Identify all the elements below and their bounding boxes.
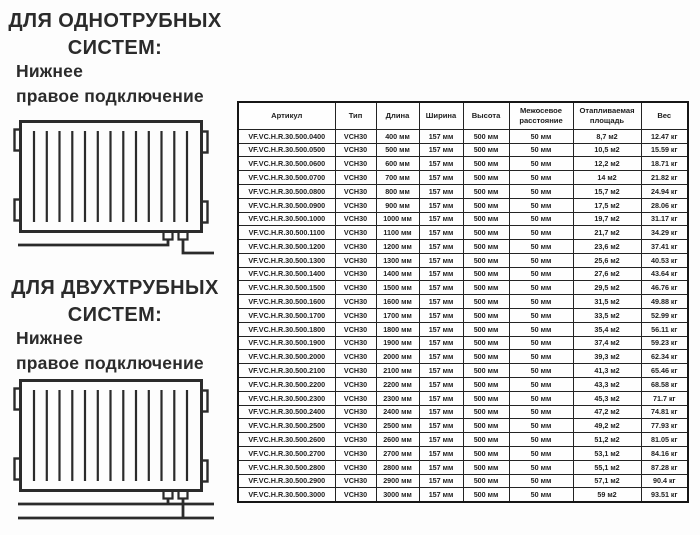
table-cell: 157 мм [419,184,463,198]
table-cell: 157 мм [419,240,463,254]
table-cell: 12.47 кг [641,129,688,143]
table-cell: VF.VC.H.R.30.500.2600 [238,433,335,447]
column-header-weight: Вес [641,102,688,129]
table-cell: 52.99 кг [641,309,688,323]
table-cell: VF.VC.H.R.30.500.1800 [238,322,335,336]
table-row [238,143,688,157]
table-cell: 500 мм [463,405,509,419]
table-cell: 50 мм [509,184,573,198]
table-cell: VCH30 [335,157,376,171]
table-cell: 50 мм [509,419,573,433]
table-cell: 157 мм [419,474,463,488]
table-cell: 1700 мм [376,309,419,323]
table-cell: 700 мм [376,171,419,185]
table-cell: 1200 мм [376,240,419,254]
table-cell: VCH30 [335,240,376,254]
table-cell: 500 мм [463,460,509,474]
table-row [238,212,688,226]
table-cell: 17,5 м2 [573,198,641,212]
table-cell: 500 мм [463,281,509,295]
table-cell: 50 мм [509,253,573,267]
table-cell: 400 мм [376,129,419,143]
table-cell: VCH30 [335,212,376,226]
table-cell: 27,6 м2 [573,267,641,281]
table-row [238,350,688,364]
table-cell: 1800 мм [376,322,419,336]
radiator-diagram-single-pipe-icon [10,110,222,260]
table-cell: VF.VC.H.R.30.500.2300 [238,391,335,405]
table-cell: 500 мм [463,350,509,364]
table-cell: VF.VC.H.R.30.500.3000 [238,488,335,502]
table-cell: VF.VC.H.R.30.500.1500 [238,281,335,295]
connection-subtitle-line1: Нижнее [16,61,84,81]
table-cell: VCH30 [335,488,376,502]
table-cell: 50 мм [509,198,573,212]
table-cell: VF.VC.H.R.30.500.1000 [238,212,335,226]
table-row [238,198,688,212]
table-row [238,309,688,323]
table-cell: 14 м2 [573,171,641,185]
table-cell: 157 мм [419,433,463,447]
table-cell: VF.VC.H.R.30.500.0900 [238,198,335,212]
spec-table-head [238,102,688,129]
table-cell: 500 мм [376,143,419,157]
table-row [238,281,688,295]
table-cell: 24.94 кг [641,184,688,198]
table-row [238,405,688,419]
section-title-two-pipe [6,275,224,329]
table-cell: 50 мм [509,433,573,447]
table-cell: 2900 мм [376,474,419,488]
table-cell: 157 мм [419,391,463,405]
table-cell: VF.VC.H.R.30.500.0500 [238,143,335,157]
table-cell: 157 мм [419,322,463,336]
table-cell: 157 мм [419,460,463,474]
column-header-axis-distance: Межосевое расстояние [509,102,573,129]
table-cell: 157 мм [419,488,463,502]
table-cell: VCH30 [335,433,376,447]
table-cell: 157 мм [419,157,463,171]
table-cell: 65.46 кг [641,364,688,378]
table-cell: 28.06 кг [641,198,688,212]
table-cell: 157 мм [419,143,463,157]
table-cell: VF.VC.H.R.30.500.2900 [238,474,335,488]
table-cell: 1500 мм [376,281,419,295]
table-cell: 41,3 м2 [573,364,641,378]
radiator-diagram-two-pipe-icon [10,371,222,527]
table-cell: 50 мм [509,460,573,474]
table-cell: 21.82 кг [641,171,688,185]
column-header-height: Высота [463,102,509,129]
table-row [238,240,688,254]
table-cell: 46.76 кг [641,281,688,295]
table-cell: 157 мм [419,212,463,226]
column-header-article: Артикул [238,102,335,129]
table-cell: 59.23 кг [641,336,688,350]
table-cell: 3000 мм [376,488,419,502]
table-cell: 2100 мм [376,364,419,378]
table-cell: 31.17 кг [641,212,688,226]
table-cell: 500 мм [463,198,509,212]
table-cell: 800 мм [376,184,419,198]
table-cell: VF.VC.H.R.30.500.0700 [238,171,335,185]
table-cell: 900 мм [376,198,419,212]
spec-table-container [237,101,689,503]
table-cell: VCH30 [335,198,376,212]
table-cell: 500 мм [463,447,509,461]
table-cell: 157 мм [419,419,463,433]
table-row [238,433,688,447]
table-cell: VCH30 [335,419,376,433]
table-row [238,391,688,405]
table-cell: VF.VC.H.R.30.500.2400 [238,405,335,419]
connection-subtitle-line1: Нижнее [16,328,84,348]
table-cell: VF.VC.H.R.30.500.1400 [238,267,335,281]
table-cell: VF.VC.H.R.30.500.2500 [238,419,335,433]
table-cell: 39,3 м2 [573,350,641,364]
table-cell: 500 мм [463,171,509,185]
table-cell: 500 мм [463,391,509,405]
table-cell: VF.VC.H.R.30.500.2100 [238,364,335,378]
table-cell: 500 мм [463,240,509,254]
table-cell: 500 мм [463,309,509,323]
table-cell: 43.64 кг [641,267,688,281]
table-cell: 50 мм [509,281,573,295]
table-cell: VCH30 [335,336,376,350]
table-cell: VF.VC.H.R.30.500.1900 [238,336,335,350]
table-row [238,419,688,433]
table-row [238,460,688,474]
table-cell: 8,7 м2 [573,129,641,143]
table-cell: 500 мм [463,433,509,447]
table-cell: 84.16 кг [641,447,688,461]
table-cell: 50 мм [509,143,573,157]
table-cell: 31,5 м2 [573,295,641,309]
table-cell: 12,2 м2 [573,157,641,171]
table-cell: 1100 мм [376,226,419,240]
table-cell: 15.59 кг [641,143,688,157]
table-cell: VCH30 [335,184,376,198]
table-cell: 500 мм [463,226,509,240]
section-title-one-pipe [6,8,224,62]
table-cell: 157 мм [419,253,463,267]
table-cell: VCH30 [335,447,376,461]
table-cell: 500 мм [463,419,509,433]
table-row [238,157,688,171]
table-row [238,171,688,185]
table-cell: 68.58 кг [641,378,688,392]
table-cell: 43,3 м2 [573,378,641,392]
table-cell: 50 мм [509,336,573,350]
table-cell: 50 мм [509,447,573,461]
table-cell: VF.VC.H.R.30.500.1600 [238,295,335,309]
table-cell: 34.29 кг [641,226,688,240]
table-cell: VCH30 [335,405,376,419]
table-cell: VF.VC.H.R.30.500.0400 [238,129,335,143]
table-cell: 50 мм [509,157,573,171]
table-cell: 56.11 кг [641,322,688,336]
table-cell: VF.VC.H.R.30.500.2000 [238,350,335,364]
table-cell: 157 мм [419,447,463,461]
table-cell: 500 мм [463,295,509,309]
table-cell: VF.VC.H.R.30.500.1300 [238,253,335,267]
connection-subtitle-one-pipe [16,59,204,109]
table-cell: 57,1 м2 [573,474,641,488]
table-cell: 500 мм [463,212,509,226]
table-cell: 29,5 м2 [573,281,641,295]
table-cell: 50 мм [509,474,573,488]
table-cell: 37.41 кг [641,240,688,254]
table-cell: 157 мм [419,309,463,323]
table-cell: 500 мм [463,322,509,336]
table-cell: 50 мм [509,488,573,502]
table-cell: VF.VC.H.R.30.500.0800 [238,184,335,198]
table-cell: 50 мм [509,212,573,226]
table-cell: 74.81 кг [641,405,688,419]
table-cell: VCH30 [335,143,376,157]
table-cell: VF.VC.H.R.30.500.2200 [238,378,335,392]
table-row [238,488,688,502]
table-cell: 93.51 кг [641,488,688,502]
table-cell: VF.VC.H.R.30.500.0600 [238,157,335,171]
table-cell: 157 мм [419,336,463,350]
column-header-length: Длина [376,102,419,129]
table-row [238,267,688,281]
table-cell: 18.71 кг [641,157,688,171]
table-cell: 33,5 м2 [573,309,641,323]
section-title-line1: ДЛЯ ОДНОТРУБНЫХ [8,10,222,32]
table-row [238,129,688,143]
table-cell: VCH30 [335,171,376,185]
table-cell: 500 мм [463,364,509,378]
table-cell: 600 мм [376,157,419,171]
table-cell: 2800 мм [376,460,419,474]
column-header-heated-area: Отапливаемая площадь [573,102,641,129]
table-cell: 2000 мм [376,350,419,364]
table-cell: 2500 мм [376,419,419,433]
table-cell: VCH30 [335,309,376,323]
table-cell: 500 мм [463,184,509,198]
table-cell: 45,3 м2 [573,391,641,405]
table-cell: 500 мм [463,157,509,171]
table-cell: 157 мм [419,364,463,378]
table-cell: 25,6 м2 [573,253,641,267]
table-cell: 47,2 м2 [573,405,641,419]
table-cell: VCH30 [335,378,376,392]
header-row [238,102,688,129]
table-cell: VCH30 [335,267,376,281]
table-cell: 87.28 кг [641,460,688,474]
table-cell: 49.88 кг [641,295,688,309]
table-cell: 50 мм [509,295,573,309]
table-cell: 37,4 м2 [573,336,641,350]
table-row [238,447,688,461]
table-row [238,295,688,309]
table-cell: VCH30 [335,295,376,309]
table-cell: VCH30 [335,281,376,295]
table-cell: VCH30 [335,129,376,143]
table-row [238,226,688,240]
table-cell: VCH30 [335,391,376,405]
table-cell: VF.VC.H.R.30.500.2800 [238,460,335,474]
table-cell: 157 мм [419,378,463,392]
table-cell: 59 м2 [573,488,641,502]
table-cell: 10,5 м2 [573,143,641,157]
table-cell: 500 мм [463,253,509,267]
column-header-width: Ширина [419,102,463,129]
table-cell: 2400 мм [376,405,419,419]
table-cell: 157 мм [419,350,463,364]
table-cell: 50 мм [509,309,573,323]
table-row [238,253,688,267]
table-cell: 157 мм [419,198,463,212]
table-row [238,336,688,350]
table-cell: 50 мм [509,267,573,281]
table-cell: VCH30 [335,460,376,474]
table-cell: 500 мм [463,488,509,502]
table-cell: VF.VC.H.R.30.500.1100 [238,226,335,240]
table-cell: VF.VC.H.R.30.500.1200 [238,240,335,254]
spec-table-body [238,129,688,502]
table-cell: 23,6 м2 [573,240,641,254]
table-cell: VCH30 [335,226,376,240]
table-cell: VCH30 [335,253,376,267]
table-cell: 500 мм [463,143,509,157]
table-cell: 2700 мм [376,447,419,461]
table-cell: 50 мм [509,405,573,419]
table-cell: 21,7 м2 [573,226,641,240]
table-cell: 1600 мм [376,295,419,309]
table-cell: 50 мм [509,171,573,185]
table-cell: 50 мм [509,129,573,143]
connection-subtitle-line2: правое подключение [16,86,204,106]
table-cell: VF.VC.H.R.30.500.2700 [238,447,335,461]
table-cell: 55,1 м2 [573,460,641,474]
table-cell: 90.4 кг [641,474,688,488]
table-cell: 35,4 м2 [573,322,641,336]
table-cell: 2600 мм [376,433,419,447]
table-cell: 157 мм [419,405,463,419]
table-cell: 500 мм [463,378,509,392]
table-cell: 1000 мм [376,212,419,226]
table-cell: 500 мм [463,129,509,143]
table-cell: 157 мм [419,171,463,185]
table-cell: 157 мм [419,226,463,240]
table-cell: 50 мм [509,391,573,405]
table-row [238,322,688,336]
connection-subtitle-two-pipe [16,326,204,376]
table-cell: 50 мм [509,350,573,364]
table-cell: 19,7 м2 [573,212,641,226]
section-title-line2: СИСТЕМ: [67,304,163,326]
table-cell: 81.05 кг [641,433,688,447]
table-row [238,364,688,378]
pipe-single-line [18,239,168,245]
table-cell: 500 мм [463,474,509,488]
connection-subtitle-line2: правое подключение [16,353,204,373]
column-header-type: Тип [335,102,376,129]
table-cell: 500 мм [463,336,509,350]
table-cell: 50 мм [509,240,573,254]
table-row [238,474,688,488]
table-cell: 1300 мм [376,253,419,267]
table-cell: 50 мм [509,378,573,392]
table-cell: 49,2 м2 [573,419,641,433]
table-row [238,184,688,198]
section-title-line1: ДЛЯ ДВУХТРУБНЫХ [11,277,219,299]
table-cell: 2300 мм [376,391,419,405]
spec-table [237,101,689,503]
table-cell: VCH30 [335,350,376,364]
table-cell: 157 мм [419,267,463,281]
table-cell: VF.VC.H.R.30.500.1700 [238,309,335,323]
table-cell: 40.53 кг [641,253,688,267]
table-cell: 50 мм [509,364,573,378]
table-cell: 15,7 м2 [573,184,641,198]
table-cell: 157 мм [419,295,463,309]
table-cell: 77.93 кг [641,419,688,433]
section-title-line2: СИСТЕМ: [67,37,163,59]
table-cell: 71.7 кг [641,391,688,405]
table-cell: 51,2 м2 [573,433,641,447]
table-cell: 50 мм [509,226,573,240]
table-cell: VCH30 [335,364,376,378]
table-cell: 1400 мм [376,267,419,281]
table-cell: 1900 мм [376,336,419,350]
table-cell: VCH30 [335,474,376,488]
table-cell: 62.34 кг [641,350,688,364]
table-cell: 157 мм [419,129,463,143]
table-cell: 157 мм [419,281,463,295]
table-cell: 2200 мм [376,378,419,392]
table-row [238,378,688,392]
table-cell: 500 мм [463,267,509,281]
pipe-single-line [183,239,214,253]
table-cell: 53,1 м2 [573,447,641,461]
table-cell: VCH30 [335,322,376,336]
table-cell: 50 мм [509,322,573,336]
